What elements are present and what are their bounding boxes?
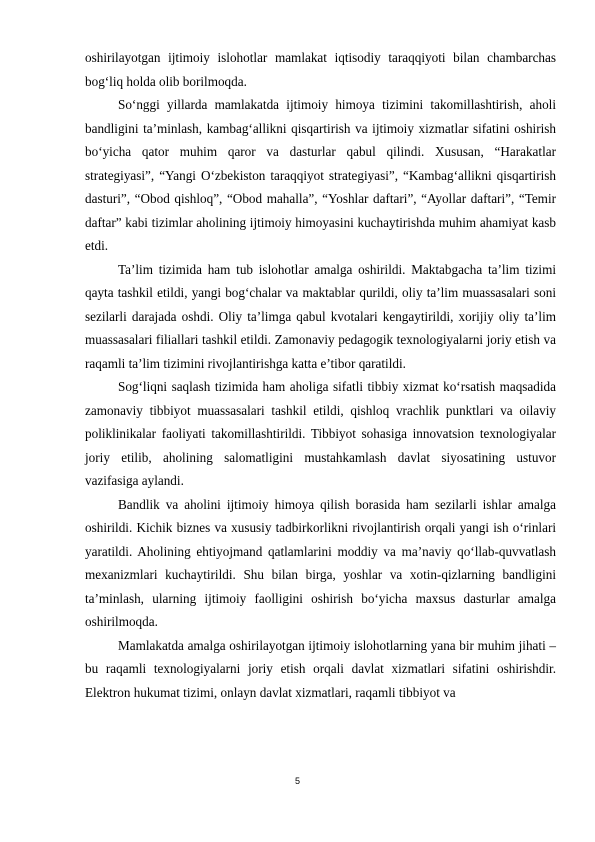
paragraph-healthcare: Sog‘liqni saqlash tizimida ham aholiga sifatli tibbiy xizmat ko‘rsatish maqsadida zamonaviy tibbiyot muassasalari tashkil etildi, qishloq vrachlik punktlari va oilaviy poliklinikalar faoliyati takomillashtirildi. Tibbiyot sohasiga innovatsion texnologiyalar joriy etilib, aholining salomatligini mustahkamlash davlat siyosatining ustuvor vazifasiga aylandi. xyxy=(85,379,556,488)
page-number: 5 xyxy=(294,776,300,786)
document-body xyxy=(85,46,556,704)
paragraph-social-protection: So‘nggi yillarda mamlakatda ijtimoiy himoya tizimini takomillashtirish, aholi bandligini ta’minlash, kambag‘allikni qisqartirish va ijtimoiy xizmatlar sifatini oshirish bo‘yicha qator muhim qaror va dasturlar qabul qilindi. Xususan, “Harakatlar strategiyasi”, “Yangi O‘zbekiston taraqqiyot strategiyasi”, “Kambag‘allikni qisqartirish dasturi”, “Obod qishloq”, “Obod mahalla”, “Yoshlar daftari”, “Ayollar daftari”, “Temir daftar” kabi tizimlar aholining ijtimoiy himoyasini kuchaytirishda muhim ahamiyat kasb etdi. xyxy=(85,97,556,253)
paragraph-continuation: oshirilayotgan ijtimoiy islohotlar mamlakat iqtisodiy taraqqiyoti bilan chambarchas bog‘liq holda olib borilmoqda. xyxy=(85,50,556,89)
paragraph-employment: Bandlik va aholini ijtimoiy himoya qilish borasida ham sezilarli ishlar amalga oshirildi. Kichik biznes va xususiy tadbirkorlikni rivojlantirish orqali yangi ish o‘rinlari yaratildi. Aholining ehtiyojmand qatlamlarini moddiy va ma’naviy qo‘llab-quvvatlash mexanizmlari kuchaytirildi. Shu bilan birga, yoshlar va xotin-qizlarning bandligini ta’minlash, ularning ijtimoiy faolligini oshirish bo‘yicha maxsus dasturlar amalga oshirilmoqda. xyxy=(85,496,556,629)
paragraph-digitalization: Mamlakatda amalga oshirilayotgan ijtimoiy islohotlarning yana bir muhim jihati – bu raqamli texnologiyalarni joriy etish orqali davlat xizmatlari sifatini oshirishdir. Elektron hukumat tizimi, onlayn davlat xizmatlari, raqamli tibbiyot va xyxy=(85,637,556,700)
paragraph-education: Ta’lim tizimida ham tub islohotlar amalga oshirildi. Maktabgacha ta’lim tizimi qayta tashkil etildi, yangi bog‘chalar va maktablar qurildi, oliy ta’lim muassasalari soni sezilarli darajada oshdi. Oliy ta’limga qabul kvotalari kengaytirildi, xorijiy oliy ta’lim muassasalari filiallari tashkil etildi. Zamonaviy pedagogik texnologiyalarni joriy etish va raqamli ta’lim tizimini rivojlantirishga katta e’tibor qaratildi. xyxy=(85,261,556,371)
